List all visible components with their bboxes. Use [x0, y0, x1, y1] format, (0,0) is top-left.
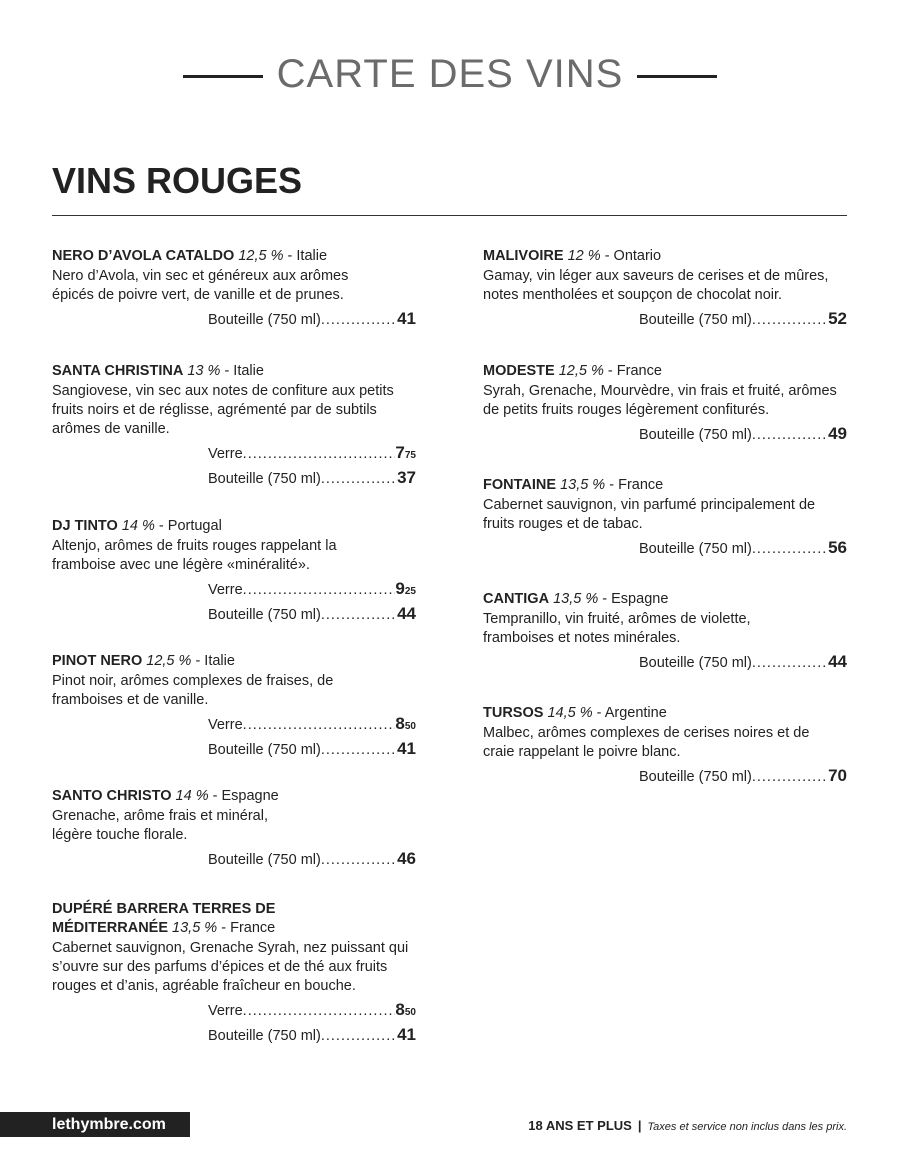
- wine-alcohol: 14 %: [121, 518, 155, 534]
- leader-dots: [752, 424, 828, 446]
- price-row: [208, 999, 416, 1024]
- wine-origin: - France: [221, 920, 276, 936]
- wine-entry: [52, 652, 416, 761]
- price-row: [208, 1024, 416, 1047]
- tax-notice: Taxes et service non inclus dans les prix.: [647, 1121, 847, 1133]
- wine-entry: [483, 362, 847, 446]
- price-value: 41: [397, 739, 416, 758]
- wine-header: [52, 362, 416, 381]
- price-label: Bouteille (750 ml): [208, 1028, 321, 1044]
- wine-origin: - France: [609, 477, 664, 493]
- leader-dots: [243, 579, 396, 601]
- wine-entry: [483, 590, 847, 674]
- wine-name: SANTO CHRISTO: [52, 788, 172, 804]
- price-cents: 50: [404, 721, 416, 732]
- wine-origin: - Espagne: [602, 591, 669, 607]
- price-row: [639, 537, 847, 560]
- leader-dots: [321, 309, 397, 331]
- price-row: [208, 467, 416, 490]
- leader-dots: [752, 652, 828, 674]
- wine-origin: - Portugal: [158, 518, 222, 534]
- wine-name: TURSOS: [483, 705, 544, 721]
- wine-origin: - Italie: [224, 363, 264, 379]
- price-value: 49: [828, 424, 847, 443]
- price-value: 41: [397, 309, 416, 328]
- menu-title: [0, 52, 900, 97]
- price-label: Verre: [208, 446, 243, 462]
- wine-header: [483, 476, 847, 495]
- footer-note: [528, 1118, 847, 1133]
- price-list: [208, 308, 416, 331]
- price-list: [639, 765, 847, 788]
- wine-entry: [483, 247, 847, 331]
- wine-alcohol: 12 %: [567, 248, 601, 264]
- wine-header: [483, 590, 847, 609]
- wine-origin: - Italie: [195, 653, 235, 669]
- price-row: [208, 308, 416, 331]
- price-list: [208, 442, 416, 490]
- price-value: 9: [395, 579, 405, 598]
- price-label: Verre: [208, 717, 243, 733]
- wine-name: DUPÉRÉ BARRERA TERRES DE MÉDITERRANÉE: [52, 901, 276, 936]
- wine-name: FONTAINE: [483, 477, 557, 493]
- price-list: [639, 423, 847, 446]
- leader-dots: [321, 1025, 397, 1047]
- price-value: 70: [828, 766, 847, 785]
- wine-name: PINOT NERO: [52, 653, 143, 669]
- footer-separator: |: [637, 1118, 642, 1133]
- wine-entry: [52, 362, 416, 490]
- leader-dots: [752, 309, 828, 331]
- price-value: 8: [395, 714, 405, 733]
- wine-alcohol: 13,5 %: [172, 920, 218, 936]
- wine-alcohol: 12,5 %: [146, 653, 192, 669]
- wine-name: NERO D’AVOLA CATALDO: [52, 248, 235, 264]
- title-rule-left: [183, 75, 263, 78]
- price-list: [639, 537, 847, 560]
- price-list: [208, 999, 416, 1047]
- wine-description: Sangiovese, vin sec aux notes de confiture aux petits fruits noirs et de réglisse, agrémenté par de subtils arômes de vanille.: [52, 383, 394, 437]
- leader-dots: [321, 849, 397, 871]
- wine-description: Gamay, vin léger aux saveurs de cerises et de mûres, notes mentholées et soupçon de chocolat noir.: [483, 268, 829, 303]
- price-value: 41: [397, 1025, 416, 1044]
- price-label: Bouteille (750 ml): [639, 541, 752, 557]
- price-row: [639, 423, 847, 446]
- price-row: [639, 651, 847, 674]
- leader-dots: [752, 538, 828, 560]
- section-heading: VINS ROUGES: [52, 160, 303, 201]
- price-value: 44: [397, 604, 416, 623]
- wine-origin: - Ontario: [604, 248, 662, 264]
- price-row: [208, 738, 416, 761]
- price-list: [639, 308, 847, 331]
- title-rule-right: [637, 75, 717, 78]
- wine-alcohol: 13,5 %: [560, 477, 606, 493]
- leader-dots: [752, 766, 828, 788]
- price-row: [208, 603, 416, 626]
- wine-name: MODESTE: [483, 363, 555, 379]
- price-value: 46: [397, 849, 416, 868]
- price-row: [208, 848, 416, 871]
- price-value: 37: [397, 468, 416, 487]
- price-label: Bouteille (750 ml): [208, 607, 321, 623]
- wine-header: [483, 362, 847, 381]
- wine-name: MALIVOIRE: [483, 248, 564, 264]
- price-label: Bouteille (750 ml): [639, 427, 752, 443]
- price-row: [208, 442, 416, 467]
- price-row: [639, 308, 847, 331]
- wine-header: [483, 704, 847, 723]
- price-cents: 25: [404, 586, 416, 597]
- leader-dots: [243, 714, 396, 736]
- leader-dots: [321, 468, 397, 490]
- wine-description: Grenache, arôme frais et minéral, légère touche florale.: [52, 808, 268, 843]
- price-label: Bouteille (750 ml): [639, 312, 752, 328]
- wine-name: SANTA CHRISTINA: [52, 363, 184, 379]
- price-value: 8: [395, 1000, 405, 1019]
- wine-entry: [52, 787, 416, 871]
- wine-origin: - Espagne: [212, 788, 279, 804]
- leader-dots: [321, 604, 397, 626]
- wine-alcohol: 14,5 %: [547, 705, 593, 721]
- price-list: [639, 651, 847, 674]
- wine-alcohol: 12,5 %: [558, 363, 604, 379]
- price-label: Bouteille (750 ml): [208, 852, 321, 868]
- price-list: [208, 578, 416, 626]
- price-value: 44: [828, 652, 847, 671]
- wine-description: Tempranillo, vin fruité, arômes de violette, framboises et notes minérales.: [483, 611, 751, 646]
- price-label: Bouteille (750 ml): [208, 471, 321, 487]
- wine-origin: - France: [607, 363, 662, 379]
- price-value: 52: [828, 309, 847, 328]
- wine-description: Altenjo, arômes de fruits rouges rappelant la framboise avec une légère «minéralité».: [52, 538, 337, 573]
- wine-alcohol: 12,5 %: [238, 248, 284, 264]
- price-label: Verre: [208, 1003, 243, 1019]
- wine-header: [483, 247, 847, 266]
- wine-header: [52, 900, 352, 938]
- wine-name: CANTIGA: [483, 591, 550, 607]
- leader-dots: [243, 443, 396, 465]
- wine-description: Cabernet sauvignon, Grenache Syrah, nez puissant qui s’ouvre sur des parfums d’épices et de thé aux fruits rouges et d’anis, agréable fraîcheur en bouche.: [52, 940, 409, 994]
- wine-alcohol: 14 %: [175, 788, 209, 804]
- wine-header: [52, 517, 416, 536]
- price-label: Bouteille (750 ml): [208, 312, 321, 328]
- wine-description: Malbec, arômes complexes de cerises noires et de craie rappelant le poivre blanc.: [483, 725, 810, 760]
- wine-entry: [52, 900, 416, 1047]
- section-divider: [52, 215, 847, 216]
- price-cents: 50: [404, 1007, 416, 1018]
- price-value: 56: [828, 538, 847, 557]
- wine-origin: - Argentine: [596, 705, 667, 721]
- price-label: Bouteille (750 ml): [208, 742, 321, 758]
- leader-dots: [243, 1000, 396, 1022]
- wine-alcohol: 13 %: [187, 363, 221, 379]
- price-cents: 75: [404, 450, 416, 461]
- wine-header: [52, 247, 416, 266]
- wine-entry: [52, 517, 416, 626]
- age-notice: 18 ANS ET PLUS: [528, 1118, 632, 1133]
- menu-title-text: CARTE DES VINS: [276, 52, 624, 96]
- wine-alcohol: 13,5 %: [553, 591, 599, 607]
- wine-description: Pinot noir, arômes complexes de fraises, de framboises et de vanille.: [52, 673, 334, 708]
- wine-entry: [483, 476, 847, 560]
- price-label: Bouteille (750 ml): [639, 655, 752, 671]
- wine-entry: [483, 704, 847, 788]
- wine-origin: - Italie: [287, 248, 328, 264]
- price-row: [639, 765, 847, 788]
- wine-name: DJ TINTO: [52, 518, 118, 534]
- price-list: [208, 848, 416, 871]
- leader-dots: [321, 739, 397, 761]
- wine-description: Cabernet sauvignon, vin parfumé principalement de fruits rouges et de tabac.: [483, 497, 816, 532]
- price-label: Verre: [208, 582, 243, 598]
- wine-header: [52, 652, 416, 671]
- website-link[interactable]: lethymbre.com: [0, 1112, 190, 1137]
- price-value: 7: [395, 443, 405, 462]
- wine-header: [52, 787, 416, 806]
- price-list: [208, 713, 416, 761]
- price-row: [208, 578, 416, 603]
- wine-entry: [52, 247, 416, 331]
- price-label: Bouteille (750 ml): [639, 769, 752, 785]
- wine-description: Syrah, Grenache, Mourvèdre, vin frais et fruité, arômes de petits fruits rouges légèrement confiturés.: [483, 383, 837, 418]
- price-row: [208, 713, 416, 738]
- wine-description: Nero d’Avola, vin sec et généreux aux arômes épicés de poivre vert, de vanille et de prunes.: [52, 268, 349, 303]
